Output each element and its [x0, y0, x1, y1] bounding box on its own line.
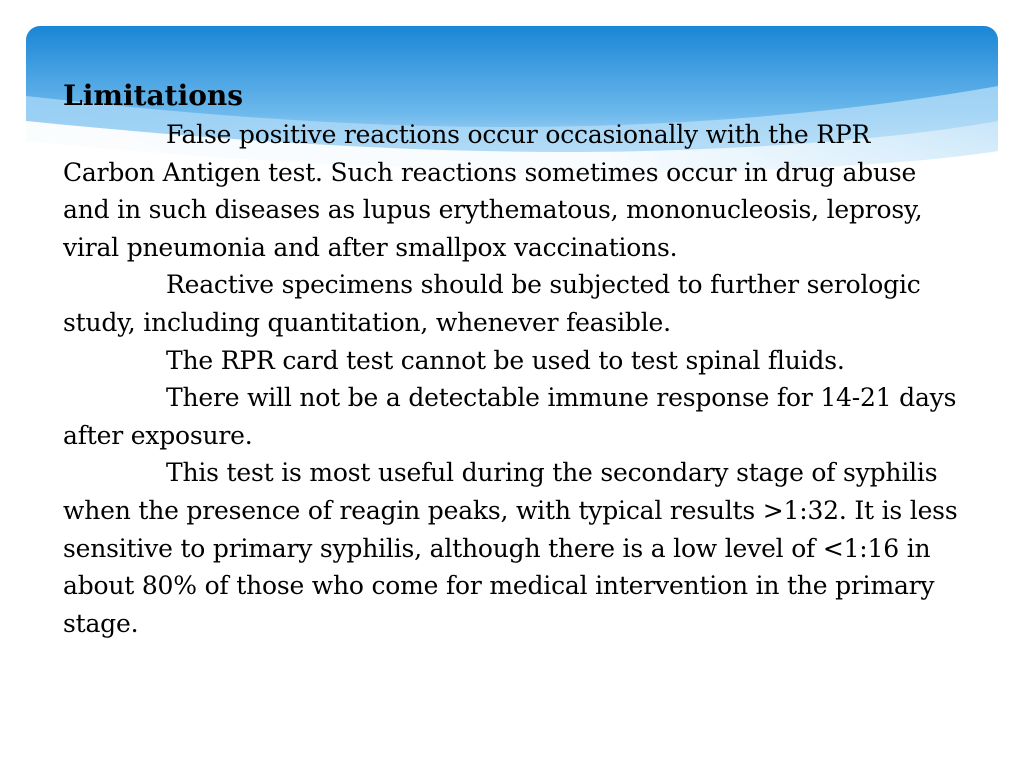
paragraph-immune-response: There will not be a detectable immune response for 14-21 days after exposure.: [63, 383, 957, 450]
paragraph-spinal-fluids: The RPR card test cannot be used to test spinal fluids.: [166, 345, 845, 375]
paragraph-false-positive: False positive reactions occur occasionally with the RPR Carbon Antigen test. Such reactions sometimes occur in drug abuse and in such diseases as lupus erythematous, mononucleosis, leprosy, viral pneumonia and after smallpox vaccinations.: [63, 120, 923, 262]
paragraph-reactive-specimens: Reactive specimens should be subjected to further serologic study, including quantitation, whenever feasible.: [63, 270, 921, 337]
paragraph-secondary-stage: This test is most useful during the secondary stage of syphilis when the presence of reagin peaks, with typical results >1:32. It is less sensitive to primary syphilis, although there is a low level of <1:16 in about 80% of those who come for medical intervention in the primary stage.: [63, 458, 958, 638]
slide-body: [63, 76, 963, 642]
slide-title: Limitations: [63, 79, 244, 112]
